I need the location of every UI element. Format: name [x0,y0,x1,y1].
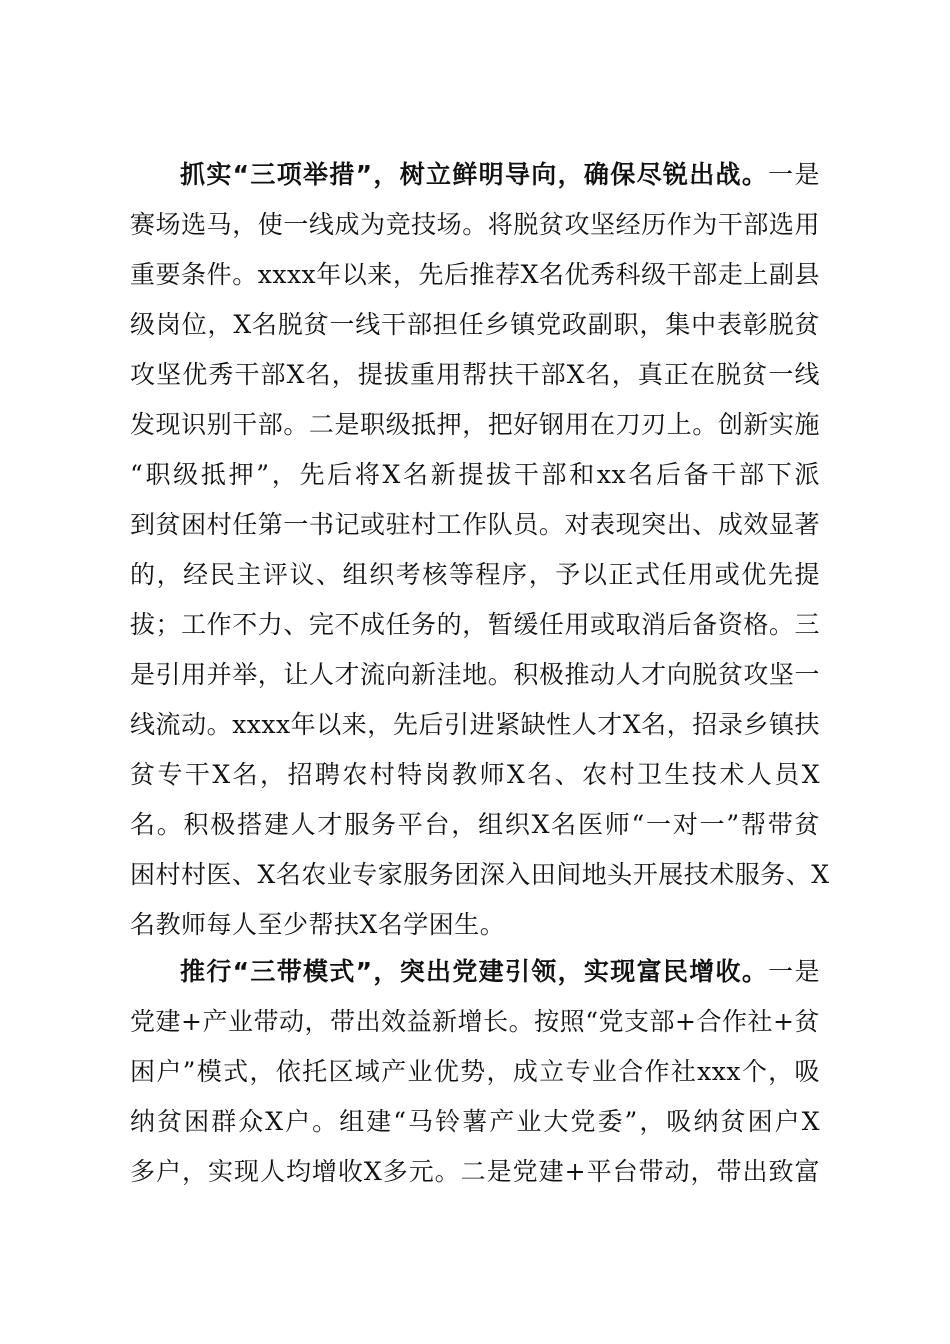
paragraph-2-line-1 [180,952,820,992]
paragraph-1-line-7: “职级抵押”，先后将X名新提拔干部和xx名后备干部下派 [130,460,820,489]
paragraph-1-line-10: 拔；工作不力、完不成任务的，暂缓任用或取消后备资格。三 [130,610,820,639]
paragraph-1-line-3: 重要条件。xxxx年以来，先后推荐X名优秀科级干部走上副县 [130,260,820,289]
paragraph-1-line-6: 发现识别干部。二是职级抵押，把好钢用在刀刃上。创新实施 [130,410,820,439]
paragraph-1-line-4: 级岗位，X名脱贫一线干部担任乡镇党政副职，集中表彰脱贫 [130,310,820,339]
paragraph-1-line-14: 名。积极搭建人才服务平台，组织X名医师“一对一”帮带贫 [130,810,820,839]
paragraph-2-line-5: 多户，实现人均增收X多元。二是党建+平台带动，带出致富 [130,1157,820,1186]
paragraph-2-line-3: 困户”模式，依托区域产业优势，成立专业合作社xxx个，吸 [130,1057,820,1086]
paragraph-1-line-1 [180,155,820,195]
paragraph-2-heading: 推行“三带模式”，突出党建引领，实现富民增收。 [180,957,769,986]
paragraph-1-line-1-rest: 一是 [768,160,820,189]
paragraph-1-line-16: 名教师每人至少帮扶X名学困生。 [130,910,506,939]
paragraph-1-line-13: 贫专干X名，招聘农村特岗教师X名、农村卫生技术人员X [130,760,820,789]
paragraph-1-heading: 抓实“三项举措”，树立鲜明导向，确保尽锐出战。 [180,160,769,189]
paragraph-1-line-11: 是引用并举，让人才流向新洼地。积极推动人才向脱贫攻坚一 [130,660,820,689]
paragraph-1-line-8: 到贫困村任第一书记或驻村工作队员。对表现突出、成效显著 [130,510,820,539]
paragraph-2-line-2: 党建+产业带动，带出效益新增长。按照“党支部+合作社+贫 [130,1007,820,1036]
paragraph-1-line-12: 线流动。xxxx年以来，先后引进紧缺性人才X名，招录乡镇扶 [130,710,820,739]
paragraph-2-line-4: 纳贫困群众X户。组建“马铃薯产业大党委”，吸纳贫困户X [130,1107,820,1136]
paragraph-1-line-5: 攻坚优秀干部X名，提拔重用帮扶干部X名，真正在脱贫一线 [130,360,820,389]
paragraph-1-line-2: 赛场选马，使一线成为竞技场。将脱贫攻坚经历作为干部选用 [130,210,820,239]
paragraph-2-line-1-rest: 一是 [768,957,820,986]
paragraph-1-line-9: 的，经民主评议、组织考核等程序，予以正式任用或优先提 [130,560,820,589]
paragraph-1-line-15: 困村村医、X名农业专家服务团深入田间地头开展技术服务、X [130,860,830,889]
